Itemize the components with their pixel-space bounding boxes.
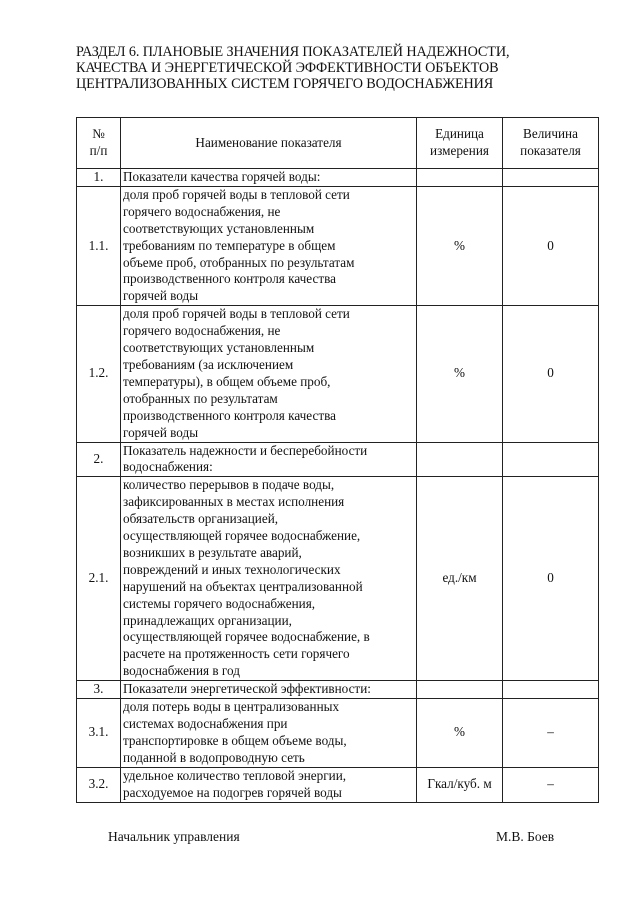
indicator-name [121,699,417,768]
row-number: 2. [77,442,121,477]
indicator-name-line: системах водоснабжения при [123,716,288,731]
indicator-name [121,186,417,305]
table-row [77,306,599,442]
table-row [77,186,599,305]
indicator-name [121,767,417,802]
indicator-name-line: расчете на протяженность сети горячего [123,646,350,662]
header-value-line: показателя [520,143,581,158]
row-number: 2.1. [77,477,121,681]
unit-of-measure: % [417,186,503,305]
table-row [77,477,599,681]
indicator-name-line: возникших в результате аварий, [123,544,302,560]
indicator-name-line: производственного контроля качества [123,271,337,287]
indicator-name-line: Показатель надежности и бесперебойности [123,442,368,458]
row-number: 3.2. [77,767,121,802]
indicator-name-line: повреждений и иных технологических [123,561,341,577]
indicator-name-line: системы горячего водоснабжения, [123,595,316,611]
indicator-name-line: водоснабжения: [123,459,213,475]
indicator-name-line: поданной в водопроводную сеть [123,749,305,765]
indicator-value: 0 [503,186,599,305]
indicator-name [121,681,417,699]
row-number: 1. [77,169,121,187]
indicator-name-line: производственного контроля качества [123,407,337,423]
indicators-table [76,117,599,803]
unit-of-measure: % [417,699,503,768]
indicator-name-line: объеме проб, отобранных по результатам [123,254,355,270]
header-num [77,118,121,169]
header-name [121,118,417,169]
unit-of-measure: ед./км [417,477,503,681]
header-value-line: Величина [523,126,578,142]
indicator-name-line: соответствующих установленным [123,220,315,236]
header-name-line: Наименование показателя [195,134,342,150]
heading-line: ЦЕНТРАЛИЗОВАННЫХ СИСТЕМ ГОРЯЧЕГО ВОДОСНАБЖЕНИЯ [76,76,494,92]
header-unit-line: измерения [430,143,489,158]
indicator-name-line: соответствующих установленным [123,340,315,356]
header-num-line: № [92,126,105,142]
indicator-name-line: удельное количество тепловой энергии, [123,767,347,783]
table-header-row [77,118,599,169]
unit-of-measure [417,442,503,477]
indicator-name-line: требованиям (за исключением [123,356,294,372]
heading-line: КАЧЕСТВА И ЭНЕРГЕТИЧЕСКОЙ ЭФФЕКТИВНОСТИ ОБЪЕКТОВ [76,60,499,76]
indicator-name-line: горячей воды [123,424,199,440]
indicator-name [121,169,417,187]
table-row [77,681,599,699]
indicator-value [503,442,599,477]
unit-of-measure: % [417,306,503,442]
indicator-name-line: принадлежащих организации, [123,612,292,628]
row-number: 1.2. [77,306,121,442]
indicator-value: 0 [503,306,599,442]
indicator-name-line: осуществляющей горячее водоснабжение, [123,528,361,544]
indicator-name-line: доля проб горячей воды в тепловой сети [123,186,350,202]
row-number: 3. [77,681,121,699]
signature-position: Начальник управления [108,829,240,844]
table-row [77,169,599,187]
indicator-value: – [503,767,599,802]
row-number: 3.1. [77,699,121,768]
indicator-value: 0 [503,477,599,681]
header-unit [417,118,503,169]
indicator-name-line: зафиксированных в местах исполнения [123,494,345,510]
indicator-value: – [503,699,599,768]
table-row [77,699,599,768]
section-heading [76,44,576,92]
indicator-value [503,681,599,699]
indicator-value [503,169,599,187]
row-number: 1.1. [77,186,121,305]
indicator-name-line: Показатели энергетической эффективности: [123,681,371,697]
table-row [77,767,599,802]
indicator-name-line: горячего водоснабжения, не [123,323,281,339]
indicator-name-line: Показатели качества горячей воды: [123,169,321,184]
indicator-name [121,477,417,681]
indicator-name-line: водоснабжения в год [123,663,240,679]
unit-of-measure: Гкал/куб. м [417,767,503,802]
indicator-name-line: отобранных по результатам [123,390,278,406]
header-num-line: п/п [89,143,108,158]
indicator-name-line: доля потерь воды в централизованных [123,699,340,715]
indicator-name-line: количество перерывов в подаче воды, [123,477,335,493]
indicator-name-line: температуры), в общем объеме проб, [123,373,331,389]
heading-line: РАЗДЕЛ 6. ПЛАНОВЫЕ ЗНАЧЕНИЯ ПОКАЗАТЕЛЕЙ НАДЕЖНОСТИ, [76,44,510,60]
indicator-name-line: доля проб горячей воды в тепловой сети [123,306,350,322]
indicator-name-line: обязательств организацией, [123,511,279,527]
indicator-name-line: осуществляющей горячее водоснабжение, в [123,629,370,645]
table-row [77,442,599,477]
header-value [503,118,599,169]
signature-name: М.В. Боев [496,829,555,844]
indicator-name-line: горячего водоснабжения, не [123,203,281,219]
indicator-name [121,442,417,477]
indicator-name-line: горячей воды [123,288,199,304]
indicator-name-line: требованиям по температуре в общем [123,237,336,253]
indicator-name-line: расходуемое на подогрев горячей воды [123,784,342,800]
unit-of-measure [417,169,503,187]
indicator-name-line: нарушений на объектах централизованной [123,578,363,594]
indicator-name [121,306,417,442]
header-unit-line: Единица [435,126,484,142]
unit-of-measure [417,681,503,699]
indicator-name-line: транспортировке в общем объеме воды, [123,732,347,748]
